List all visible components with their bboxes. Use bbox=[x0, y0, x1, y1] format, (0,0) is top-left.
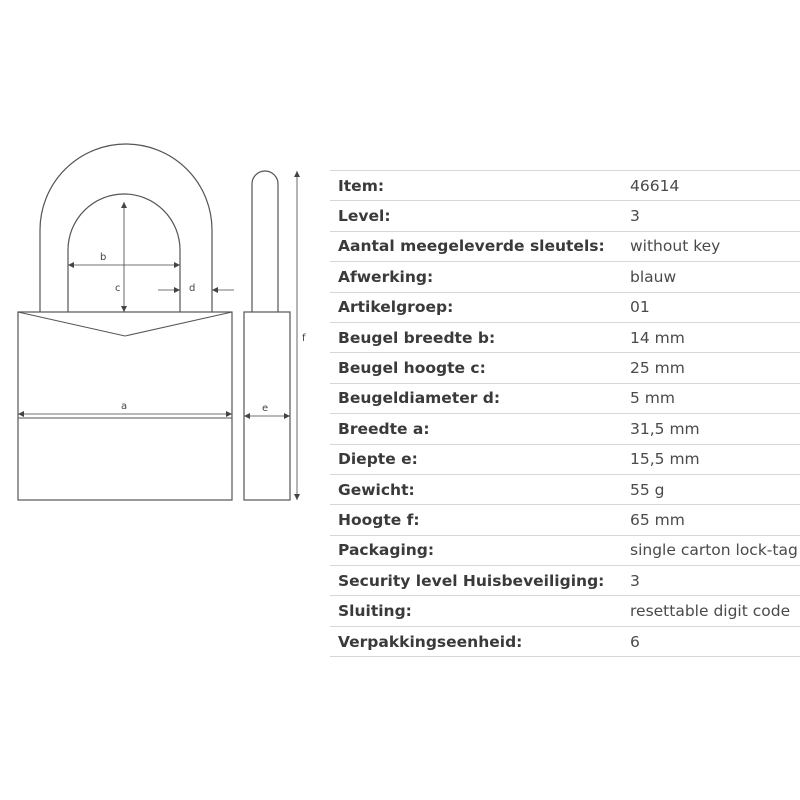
table-row bbox=[330, 566, 800, 596]
spec-value: 01 bbox=[620, 292, 800, 322]
table-row bbox=[330, 201, 800, 231]
table-row bbox=[330, 626, 800, 656]
table-row bbox=[330, 292, 800, 322]
dimension-e-label: e bbox=[262, 403, 269, 414]
table-row bbox=[330, 474, 800, 504]
spec-label: Diepte e: bbox=[330, 444, 620, 474]
table-row bbox=[330, 171, 800, 201]
spec-label: Aantal meegeleverde sleutels: bbox=[330, 231, 620, 261]
spec-value: 14 mm bbox=[620, 322, 800, 352]
spec-value: 15,5 mm bbox=[620, 444, 800, 474]
spec-value: 65 mm bbox=[620, 505, 800, 535]
table-row bbox=[330, 322, 800, 352]
dimension-b-label: b bbox=[100, 252, 107, 263]
spec-label: Artikelgroep: bbox=[330, 292, 620, 322]
table-row bbox=[330, 262, 800, 292]
spec-value: 46614 bbox=[620, 171, 800, 201]
spec-value: blauw bbox=[620, 262, 800, 292]
table-row bbox=[330, 505, 800, 535]
spec-label: Packaging: bbox=[330, 535, 620, 565]
spec-label: Sluiting: bbox=[330, 596, 620, 626]
dimension-a-label: a bbox=[121, 401, 128, 412]
spec-value: without key bbox=[620, 231, 800, 261]
spec-label: Beugel hoogte c: bbox=[330, 353, 620, 383]
table-row bbox=[330, 383, 800, 413]
spec-value: 31,5 mm bbox=[620, 414, 800, 444]
table-row bbox=[330, 353, 800, 383]
spec-value: 5 mm bbox=[620, 383, 800, 413]
spec-label: Beugel breedte b: bbox=[330, 322, 620, 352]
table-row bbox=[330, 444, 800, 474]
spec-value: 3 bbox=[620, 201, 800, 231]
dimension-d-label: d bbox=[189, 283, 196, 294]
specifications-table bbox=[330, 170, 800, 657]
table-row bbox=[330, 231, 800, 261]
spec-label: Hoogte f: bbox=[330, 505, 620, 535]
spec-value: 3 bbox=[620, 566, 800, 596]
spec-label: Item: bbox=[330, 171, 620, 201]
spec-value: 6 bbox=[620, 626, 800, 656]
spec-label: Afwerking: bbox=[330, 262, 620, 292]
padlock-dimension-diagram bbox=[0, 0, 320, 520]
dimension-c-label: c bbox=[115, 283, 121, 294]
spec-label: Verpakkingseenheid: bbox=[330, 626, 620, 656]
spec-value: single carton lock-tag bbox=[620, 535, 800, 565]
table-row bbox=[330, 596, 800, 626]
spec-label: Breedte a: bbox=[330, 414, 620, 444]
spec-label: Gewicht: bbox=[330, 474, 620, 504]
lock-body-chevron bbox=[18, 312, 232, 336]
spec-value: 25 mm bbox=[620, 353, 800, 383]
spec-label: Security level Huisbeveiliging: bbox=[330, 566, 620, 596]
side-shackle-outline bbox=[252, 171, 278, 312]
spec-label: Level: bbox=[330, 201, 620, 231]
table-row bbox=[330, 414, 800, 444]
shackle-outline bbox=[40, 144, 212, 312]
spec-label: Beugeldiameter d: bbox=[330, 383, 620, 413]
dimension-f-label: f bbox=[302, 333, 306, 344]
table-row bbox=[330, 535, 800, 565]
spec-value: 55 g bbox=[620, 474, 800, 504]
spec-value: resettable digit code bbox=[620, 596, 800, 626]
